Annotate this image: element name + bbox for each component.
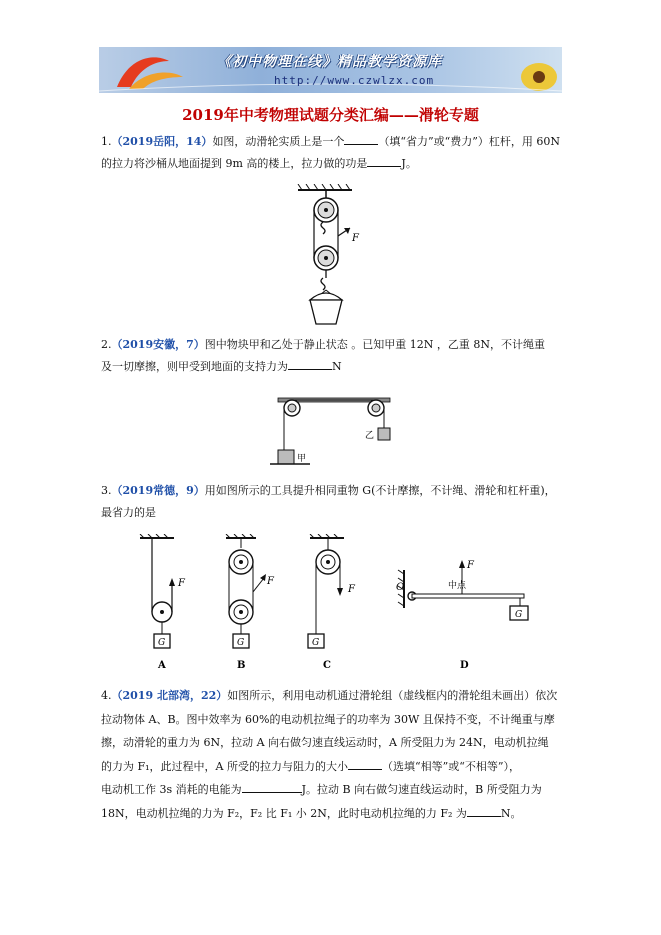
midpoint-label: 中点 [448, 581, 467, 591]
force-label: F [467, 560, 474, 571]
question-number: 3. [101, 484, 112, 497]
question-4-text [101, 684, 561, 825]
question-text: 及一切摩擦，则甲受到地面的支持力为 [101, 360, 288, 373]
figure-option-b [220, 534, 280, 674]
question-2-text [101, 334, 561, 378]
question-text: 的拉力将沙桶从地面提到 9m 高的楼上，拉力做的功是 [101, 157, 368, 170]
question-number: 2. [101, 338, 112, 351]
figure-movable-pulley [292, 184, 372, 329]
block-jia-icon [278, 450, 294, 464]
question-text: 最省力的是 [101, 506, 156, 519]
question-source: （2019安徽，7） [111, 338, 205, 351]
question-text: J。 [401, 157, 417, 170]
option-label-b: B [237, 660, 246, 671]
question-text: J。拉动 B 向右做匀速直线运动时，B 所受阻力为 [301, 783, 542, 796]
weight-label: G [515, 610, 523, 620]
question-text: 电动机工作 3s 消耗的电能为 [101, 783, 242, 796]
question-number: 4. [101, 689, 112, 702]
header-banner [99, 47, 562, 93]
question-3-text [101, 480, 561, 524]
question-text: 擦，动滑轮的重力为 6N，拉动 A 向右做匀速直线运动时，A 所受阻力为 24N，电动机拉绳 [101, 736, 549, 749]
answer-blank[interactable] [348, 757, 382, 770]
force-label: F [352, 233, 359, 244]
answer-blank[interactable] [288, 357, 332, 370]
banner-url: http://www.czwlzx.com [274, 74, 435, 87]
question-text: （填“省力”或“费力”）杠杆，用 60N [378, 135, 561, 148]
question-text: 如图所示，利用电动机通过滑轮组（虚线框内的滑轮组未画出）依次 [227, 689, 558, 702]
question-source: （2019 北部湾，22） [111, 689, 228, 702]
weight-label: G [158, 638, 166, 648]
question-text: N [332, 360, 342, 373]
figure-option-c [306, 534, 376, 674]
question-text: 18N，电动机拉绳的力为 F₂，F₂ 比 F₁ 小 2N，此时电动机拉绳的力 F₂ 为 [101, 806, 467, 820]
figure-option-a [136, 534, 196, 674]
answer-blank[interactable] [344, 132, 378, 145]
answer-blank[interactable] [242, 780, 302, 793]
question-1-text [101, 131, 561, 175]
answer-blank[interactable] [367, 154, 401, 167]
question-text: （选填“相等”或“不相等”）， [381, 759, 520, 773]
sand-bucket-icon [310, 300, 342, 324]
force-arrow-icon [459, 560, 465, 568]
question-text: N。 [500, 806, 522, 820]
block-jia-label: 甲 [297, 454, 307, 464]
pivot-label: O [396, 582, 405, 593]
option-label-d: D [460, 660, 469, 671]
question-text: 拉动物体 A、B。图中效率为 60%的电动机拉绳子的功率为 30W 且保持不变，不计绳重与摩 [101, 712, 555, 726]
force-arrow-icon [337, 588, 343, 596]
answer-blank[interactable] [467, 804, 501, 817]
weight-label: G [237, 638, 245, 648]
question-text: 的力为 F₁，此过程中，A 所受的拉力与阻力的大小 [101, 759, 348, 773]
figure-two-pulleys [270, 392, 402, 472]
question-text: 图中物块甲和乙处于静止状态 。已知甲重 12N ，乙重 8N，不计绳重 [204, 338, 546, 351]
banner-title: 《初中物理在线》精品教学资源库 [217, 54, 442, 70]
question-text: 如图，动滑轮实质上是一个 [212, 135, 345, 148]
question-source: （2019常德，9） [111, 484, 205, 497]
document-title: 2019年中考物理试题分类汇编——滑轮专题 [182, 106, 479, 124]
block-yi-label: 乙 [365, 431, 375, 441]
figure-option-d [396, 556, 536, 676]
question-text: 用如图所示的工具提升相同重物 G(不计摩擦，不计绳、滑轮和杠杆重)， [204, 484, 556, 497]
question-source: （2019岳阳，14） [111, 135, 213, 148]
block-yi-icon [378, 428, 390, 440]
question-number: 1. [101, 135, 112, 148]
option-label-c: C [323, 660, 331, 671]
force-arrow-icon [169, 578, 175, 586]
force-label: F [178, 578, 185, 589]
force-label: F [267, 576, 274, 587]
weight-label: G [312, 638, 320, 648]
force-label: F [348, 584, 355, 595]
option-label-a: A [158, 660, 166, 671]
